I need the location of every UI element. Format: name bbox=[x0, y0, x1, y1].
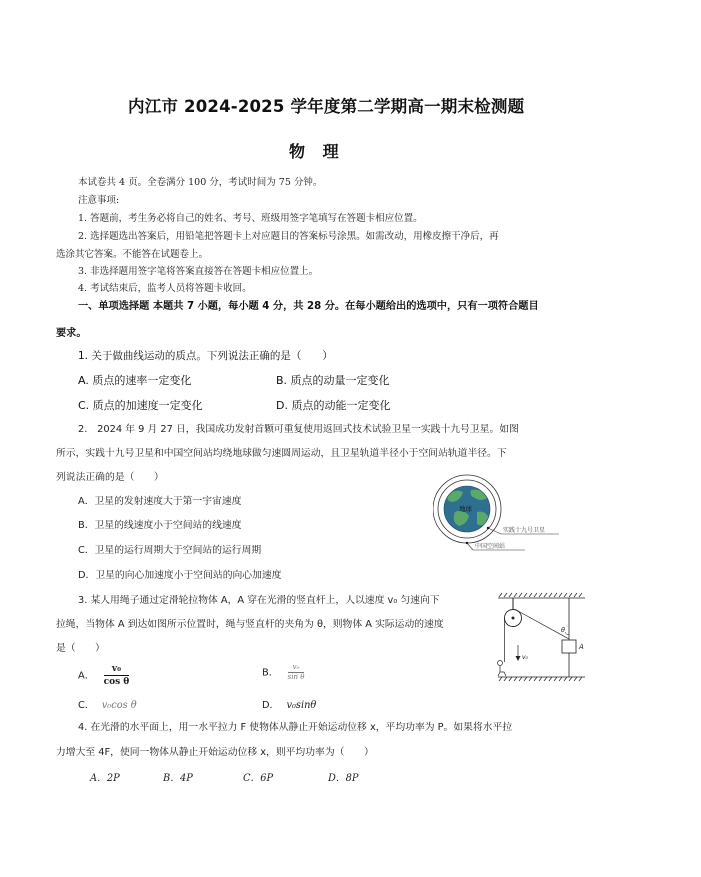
option-expr: v₀cos θ bbox=[101, 700, 137, 711]
section-heading: 一、单项选择题 本题共 7 小题，每小题 4 分，共 28 分。在每小题给出的选项中，只有一项符合题目 bbox=[78, 301, 539, 312]
block-label: A bbox=[579, 643, 584, 651]
notice-item: 3. 非选择题用签字笔将答案直接答在答题卡相应位置上。 bbox=[78, 266, 319, 277]
question-4-option-b: B．4P bbox=[163, 773, 193, 784]
section-heading-cont: 要求。 bbox=[56, 328, 87, 339]
question-3-stem-cont: 拉绳，当物体 A 到达如图所示位置时，绳与竖直杆的夹角为 θ，则物体 A 实际运动的速度 bbox=[56, 619, 444, 630]
option-label: B． bbox=[262, 667, 279, 679]
question-3-option-c bbox=[78, 697, 137, 711]
person-icon bbox=[498, 661, 507, 677]
block-a bbox=[562, 640, 576, 653]
notice-item-cont: 选涂其它答案。不能答在试题卷上。 bbox=[56, 249, 209, 260]
option-label: A． bbox=[78, 670, 95, 682]
pulley-figure bbox=[493, 590, 588, 685]
orbit-figure bbox=[433, 472, 563, 557]
denominator: cos θ bbox=[103, 677, 130, 687]
notice-heading: 注意事项: bbox=[78, 195, 120, 206]
station-label: 中国空间站 bbox=[475, 543, 506, 550]
question-1-stem: 1. 关于做曲线运动的质点。下列说法正确的是（ ） bbox=[78, 350, 333, 362]
satellite-label: 实践十九号卫星 bbox=[503, 527, 546, 534]
angle-label: θ bbox=[561, 626, 565, 634]
numerator: v₀ bbox=[288, 663, 305, 673]
question-2-stem-cont: 所示，实践十九号卫星和中国空间站均绕地球做匀速圆周运动，且卫星轨道半径小于空间站轨道半径。下 bbox=[56, 448, 507, 459]
ceiling bbox=[498, 593, 585, 598]
option-label: C． bbox=[78, 700, 95, 711]
question-3-stem-cont: 是（ ） bbox=[56, 643, 105, 654]
notice-item: 4. 考试结束后，监考人员将答题卡收回。 bbox=[78, 283, 252, 294]
question-3-option-a bbox=[78, 663, 129, 688]
option-label: D． bbox=[262, 700, 280, 711]
earth-label: 地球 bbox=[459, 505, 472, 513]
notice-item: 2. 选择题选出答案后，用铅笔把答题卡上对应题目的答案标号涂黑。如需改动，用橡皮擦干净后，再 bbox=[78, 231, 499, 242]
option-expr: v₀sinθ bbox=[286, 700, 317, 711]
question-2-option-b: B．卫星的线速度小于空间站的线速度 bbox=[78, 520, 242, 531]
question-2-option-c: C．卫星的运行周期大于空间站的运行周期 bbox=[78, 545, 262, 556]
rope bbox=[518, 611, 569, 639]
floor bbox=[498, 677, 585, 681]
question-1-option-c: C. 质点的加速度一定变化 bbox=[78, 399, 203, 412]
fraction bbox=[288, 663, 305, 682]
question-2-stem-cont: 列说法正确的是（ ） bbox=[56, 472, 164, 483]
question-1-option-d: D. 质点的动能一定变化 bbox=[276, 399, 391, 412]
question-1-option-b: B. 质点的动量一定变化 bbox=[276, 374, 390, 387]
exam-title: 内江市 2024-2025 学年度第二学期高一期末检测题 bbox=[128, 97, 525, 116]
question-3-option-b bbox=[262, 663, 304, 682]
question-4-option-c: C．6P bbox=[243, 773, 274, 784]
question-3-stem: 3. 某人用绳子通过定滑轮拉物体 A，A 穿在光滑的竖直杆上，人以速度 v₀ 匀速向下 bbox=[78, 595, 440, 606]
question-2-stem: 2. 2024 年 9 月 27 日，我国成功发射首颗可重复使用返回式技术试验卫星一实践十九号卫星。如图 bbox=[78, 424, 519, 435]
question-2-option-a: A．卫星的发射速度大于第一宇宙速度 bbox=[78, 496, 242, 507]
question-4-option-a: A．2P bbox=[90, 773, 120, 784]
subject-title: 物 理 bbox=[289, 142, 345, 161]
denominator: sin θ bbox=[287, 673, 305, 681]
numerator: v₀ bbox=[104, 663, 130, 676]
question-2-option-d: D．卫星的向心加速度小于空间站的向心加速度 bbox=[78, 570, 282, 581]
fraction bbox=[104, 663, 130, 688]
exam-intro: 本试卷共 4 页。全卷满分 100 分，考试时间为 75 分钟。 bbox=[78, 177, 323, 188]
question-1-option-a: A. 质点的速率一定变化 bbox=[78, 374, 192, 387]
question-4-stem: 4. 在光滑的水平面上，用一水平拉力 F 使物体从静止开始运动位移 x，平均功率为 P。如果将水平拉 bbox=[78, 722, 513, 733]
velocity-label: v₀ bbox=[522, 654, 528, 661]
question-4-stem-cont: 力增大至 4F，使同一物体从静止开始运动位移 x，则平均功率为（ ） bbox=[56, 747, 374, 758]
notice-item: 1. 答题前，考生务必将自己的姓名、考号、班级用签字笔填写在答题卡相应位置。 bbox=[78, 213, 423, 224]
question-4-option-d: D．8P bbox=[328, 773, 359, 784]
question-3-option-d bbox=[262, 697, 316, 711]
velocity-arrow-icon bbox=[516, 645, 521, 661]
